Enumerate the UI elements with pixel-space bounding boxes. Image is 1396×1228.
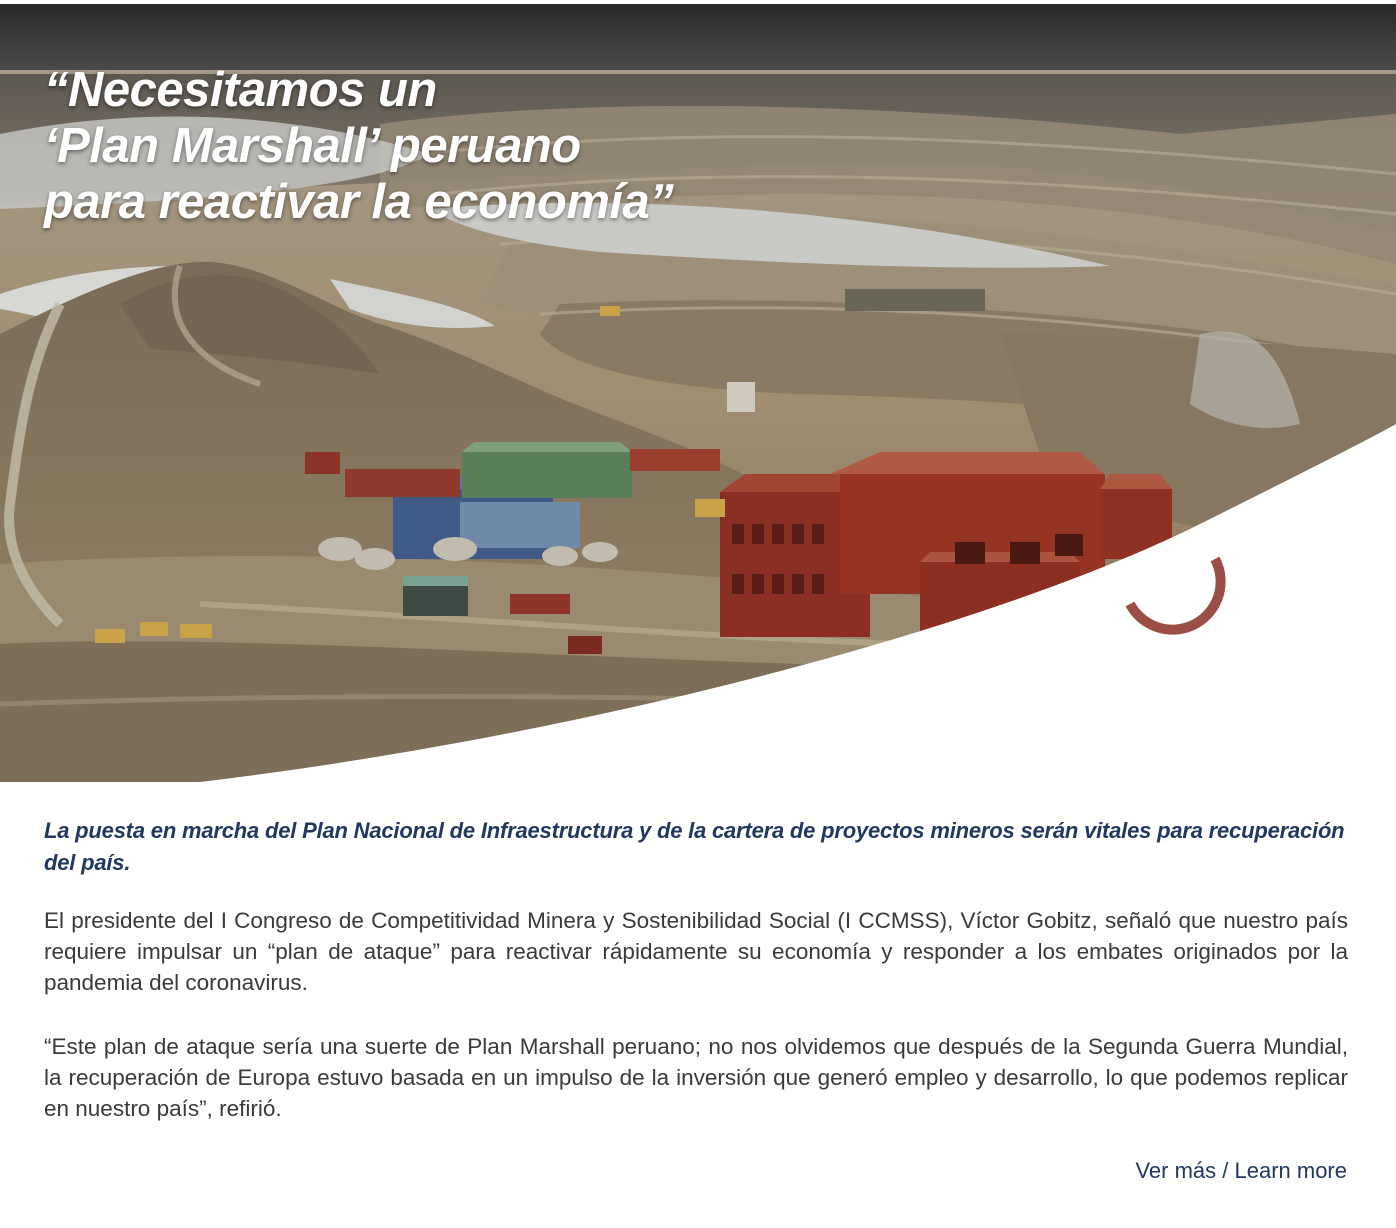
hero-title-line-2: ‘Plan Marshall’ peruano <box>44 119 581 173</box>
hero-title-line-3: para reactivar la economía” <box>44 175 674 229</box>
hero-title <box>44 62 673 230</box>
hero-banner <box>0 4 1396 782</box>
article-lead: La puesta en marcha del Plan Nacional de Infraestructura y de la cartera de proyectos mineros serán vitales para recuperación del país. <box>44 818 1345 875</box>
learn-more-link[interactable]: Ver más / Learn more <box>1135 1158 1347 1183</box>
article-paragraph-1: El presidente del I Congreso de Competitividad Minera y Sostenibilidad Social (I CCMSS), Víctor Gobitz, señaló que nuestro país requiere impulsar un “plan de ataque” para reactivar rápidamente su economía y responder a los embates originados por la pandemia del coronavirus. <box>44 908 1348 995</box>
article-paragraph-2: “Este plan de ataque sería una suerte de Plan Marshall peruano; no nos olvidemos que después de la Segunda Guerra Mundial, la recuperación de Europa estuvo basada en un impulso de la inversión que generó empleo y desarrollo, lo que podemos replicar en nuestro país”, refirió. <box>44 1034 1348 1121</box>
hero-title-line-1: “Necesitamos un <box>44 63 437 117</box>
